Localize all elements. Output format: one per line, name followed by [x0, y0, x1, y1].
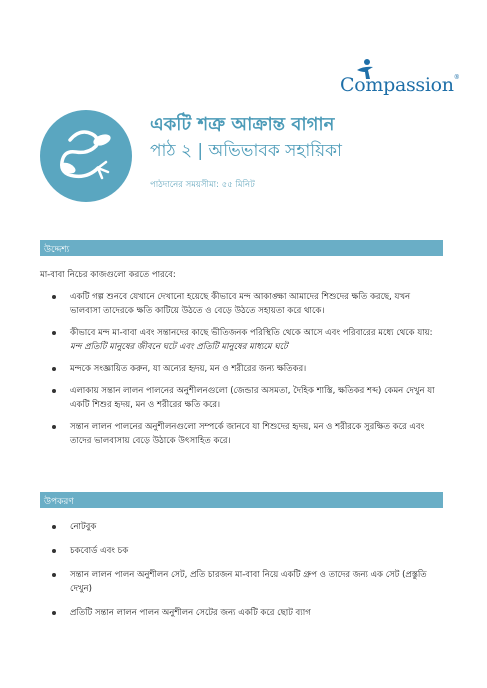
materials-heading: উপকরণ: [44, 497, 74, 507]
objective-item: এলাকায় সন্তান লালন পালনের অনুশীলনগুলো (জেন্ডার অসমতা, দৈহিক শাস্তি, ক্ষতিকর শব্দ) কেমন দেখুন যা একটি শিশুর হৃদয়, মন ও শরীরের ক্ষতি করে।: [52, 384, 442, 412]
bullet-icon: [52, 389, 56, 393]
objective-item: মন্দকে সংজ্ঞায়িত করুন, যা অন্যের হৃদয়, মন ও শরীরের জন্য ক্ষতিকর।: [52, 362, 442, 376]
objectives-list: [52, 290, 442, 456]
objectives-intro: মা-বাবা নিচের কাজগুলো করতে পারবে:: [40, 270, 176, 280]
materials-header-bar: [40, 492, 443, 508]
material-item: সন্তান লালন পালন অনুশীলন সেট, প্রতি চারজন মা-বাবা নিয়ে একটি গ্রুপ ও তাদের জন্য এক সেট (প্রস্তুতি দেখুন): [52, 568, 442, 596]
bullet-icon: [52, 425, 56, 429]
material-item: নোটবুক: [52, 520, 442, 534]
bullet-icon: [52, 549, 56, 553]
objective-item: কীভাবে মন্দ মা-বাবা এবং সন্তানদের কাছে ভীতিজনক পরিস্থিতি থেকে আসে এবং পরিবারের মধ্যে থেকে যায়: মন্দ প্রতিটি মানুষের জীবনে ঘটে এবং প্রতিটি মানুষের মাধ্যমে ঘটে: [52, 326, 442, 354]
material-item: চকবোর্ড এবং চক: [52, 544, 442, 558]
bullet-icon: [52, 611, 56, 615]
objective-item: সন্তান লালন পালনের অনুশীলনগুলো সম্পর্কে জানবে যা শিশুদের হৃদয়, মন ও শরীরকে সুরক্ষিত করে এবং তাদের ভালবাসায় বেড়ে উঠাকে উৎসাহিত করে।: [52, 420, 442, 448]
materials-list: [52, 520, 442, 630]
objectives-heading: উদ্দেশ্য: [44, 245, 70, 255]
lesson-title: একটি শত্রু আক্রান্ত বাগান: [150, 114, 335, 135]
lesson-duration: পাঠদানের সময়সীমা: ৫৫ মিনিট: [150, 180, 255, 190]
bullet-icon: [52, 331, 56, 335]
bullet-icon: [52, 525, 56, 529]
objective-item: একটি গল্প শুনবে যেখানে দেখানো হয়েছে কীভাবে মন্দ আকাঙ্ক্ষা আমাদের শিশুদের ক্ষতি করছে, যখন ভালবাসা তাদেরকে ক্ষতি কাটিয়ে উঠতে ও বেড়ে উঠতে সহায়তা করে থাকে।: [52, 290, 442, 318]
objectives-header-bar: [40, 240, 443, 256]
material-item: প্রতিটি সন্তান লালন পালন অনুশীলন সেটের জন্য একটি করে ছোট ব্যাগ: [52, 606, 442, 620]
bullet-icon: [52, 295, 56, 299]
lesson-emblem: [40, 110, 132, 202]
lesson-subtitle: পাঠ ২ | অভিভাবক সহায়িকা: [150, 141, 342, 161]
objective-emphasis: মন্দ প্রতিটি মানুষের জীবনে ঘটে এবং প্রতিটি মানুষের মাধ্যমে ঘটে: [70, 342, 288, 352]
bullet-icon: [52, 573, 56, 577]
garden-weed-icon: [40, 110, 132, 202]
bullet-icon: [52, 367, 56, 371]
compassion-logo: [340, 58, 460, 98]
logo-text: Compassion®: [340, 74, 460, 96]
